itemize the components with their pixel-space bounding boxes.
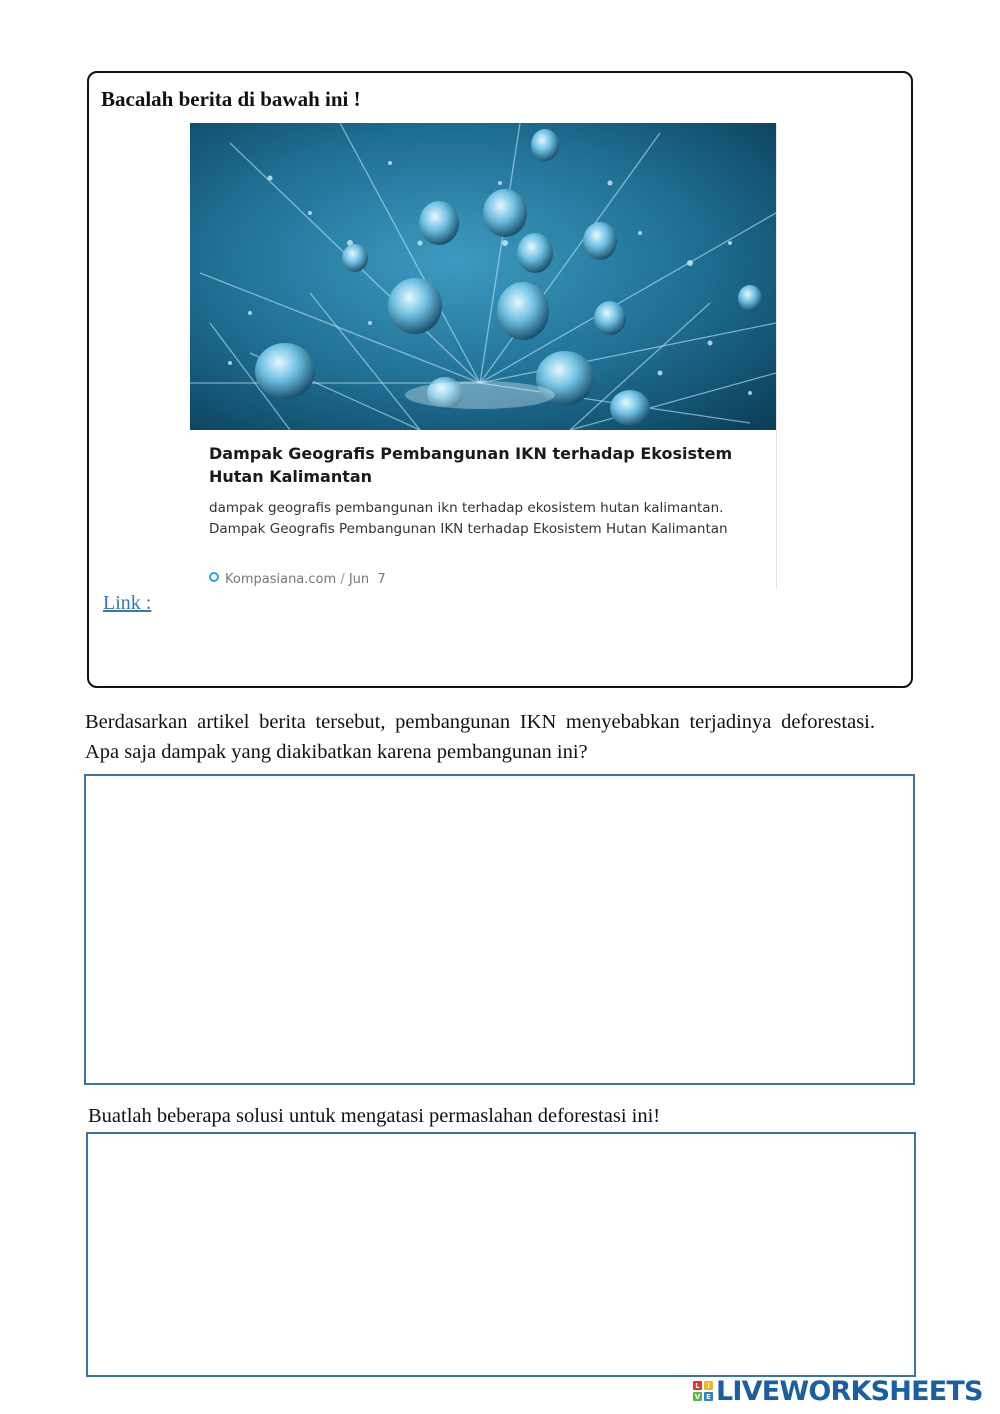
liveworksheets-logo (693, 1376, 983, 1406)
news-link[interactable]: Link : (103, 592, 152, 614)
liveworksheets-logo-icon (693, 1381, 713, 1401)
logo-letter-e: E (704, 1392, 713, 1401)
news-image (190, 123, 776, 430)
news-heading: Bacalah berita di bawah ini ! (101, 87, 361, 111)
answer-box-1[interactable] (84, 774, 915, 1085)
question-1: Berdasarkan artikel berita tersebut, pembangunan IKN menyebabkan terjadinya deforestasi. Apa saja dampak yang diakibatkan karena pembangunan ini? (85, 711, 875, 763)
news-description: dampak geografis pembangunan ikn terhadap ekosistem hutan kalimantan. Dampak Geografis Pembangunan IKN terhadap Ekosistem Hutan Kalimantan (209, 500, 728, 537)
liveworksheets-logo-text: LIVEWORKSHEETS (716, 1375, 983, 1407)
news-source (209, 572, 386, 588)
news-source-name: Kompasiana.com (225, 572, 337, 587)
logo-letter-l: L (693, 1381, 702, 1390)
source-dot-icon (209, 572, 219, 582)
news-date: Jun 7 (348, 572, 386, 587)
answer-box-2[interactable] (86, 1132, 916, 1377)
news-card[interactable] (190, 123, 777, 588)
logo-letter-i: I (704, 1381, 713, 1390)
logo-letter-v: V (694, 1392, 701, 1401)
news-source-separator: / (340, 572, 345, 587)
question-2: Buatlah beberapa solusi untuk mengatasi permaslahan deforestasi ini! (88, 1105, 661, 1127)
news-title[interactable]: Dampak Geografis Pembangunan IKN terhadap Ekosistem Hutan Kalimantan (209, 444, 733, 486)
news-box (87, 71, 913, 688)
